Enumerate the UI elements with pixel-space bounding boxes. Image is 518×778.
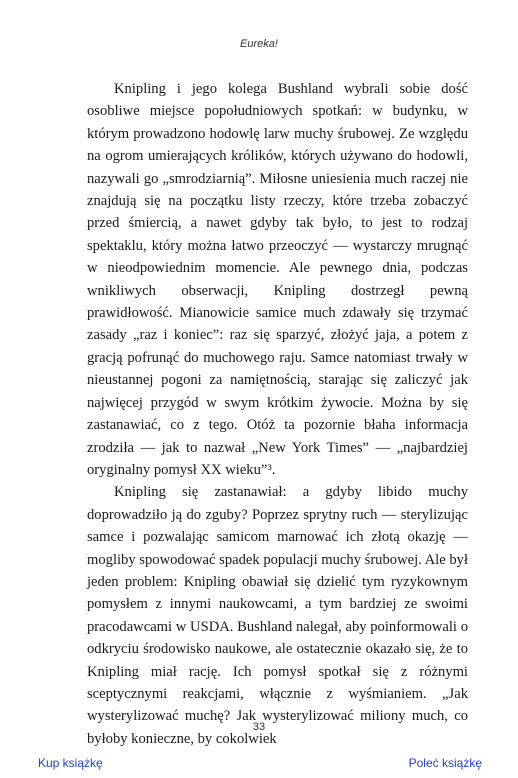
paragraph-1: Knipling i jego kolega Bushland wybrali sobie dość osobliwe miejsce popołudniowych spotkań: w budynku, w którym prowadzono hodowlę larw muchy śrubowej. Ze względu na ogrom umierających królików, których używano do hodowli, nazywali go „smrodziarnią”. Miłosne uniesienia much raczej nie znajdują się na początku listy rzeczy, które trzeba zobaczyć przed śmiercią, a nawet gdyby tak było, to jest to rodzaj spektaklu, który można łatwo przeoczyć — wystarczy mrugnąć w nieodpowiednim momencie. Ale pewnego dnia, podczas wnikliwych obserwacji, Knipling dostrzegł pewną prawidłowość. Mianowicie samice much zdawały się trzymać zasady „raz i koniec”: raz się sparzyć, złożyć jaja, a potem z gracją pofrunąć do muchowego raju. Samce natomiast trwały w nieustannej pogoni za namiętnością, starając się zaliczyć jak najwięcej przygód w swym krótkim żywocie. Można by się zastanawiać, co z tego. Otóż ta pozornie błaha informacja zrodziła — jak to nazwał „New York Times” — „najbardziej oryginalny pomysł XX wieku”³. bbox=[87, 81, 468, 478]
buy-book-link[interactable]: Kup książkę bbox=[38, 756, 103, 770]
paragraph-2: Knipling się zastanawiał: a gdyby libido muchy doprowadziło ją do zguby? Poprzez sprytny ruch — sterylizując samce i pozwalając samicom marnować ich złotą okazję — mogliby spowodować spadek populacji muchy śrubowej. Ale był jeden problem: Knipling obawiał się dzielić tym ryzykownym pomysłem z innymi naukowcami, a tym bardziej ze swoimi pracodawcami w USDA. Bushland nalegał, aby poinformowali o odkryciu środowisko naukowe, ale ostatecznie okazało się, że to Knipling miał rację. Ich pomysł spotkał się z różnymi sceptycznymi reakcjami, włącznie z wyśmianiem. „Jak wysterylizować muchę? Jak wysterylizować miliony much, co byłoby konieczne, by cokolwiek bbox=[87, 484, 468, 747]
body-text bbox=[87, 78, 468, 750]
recommend-book-link[interactable]: Poleć książkę bbox=[408, 756, 482, 770]
page-number: 33 bbox=[252, 721, 266, 733]
running-title: Eureka! bbox=[240, 38, 278, 50]
